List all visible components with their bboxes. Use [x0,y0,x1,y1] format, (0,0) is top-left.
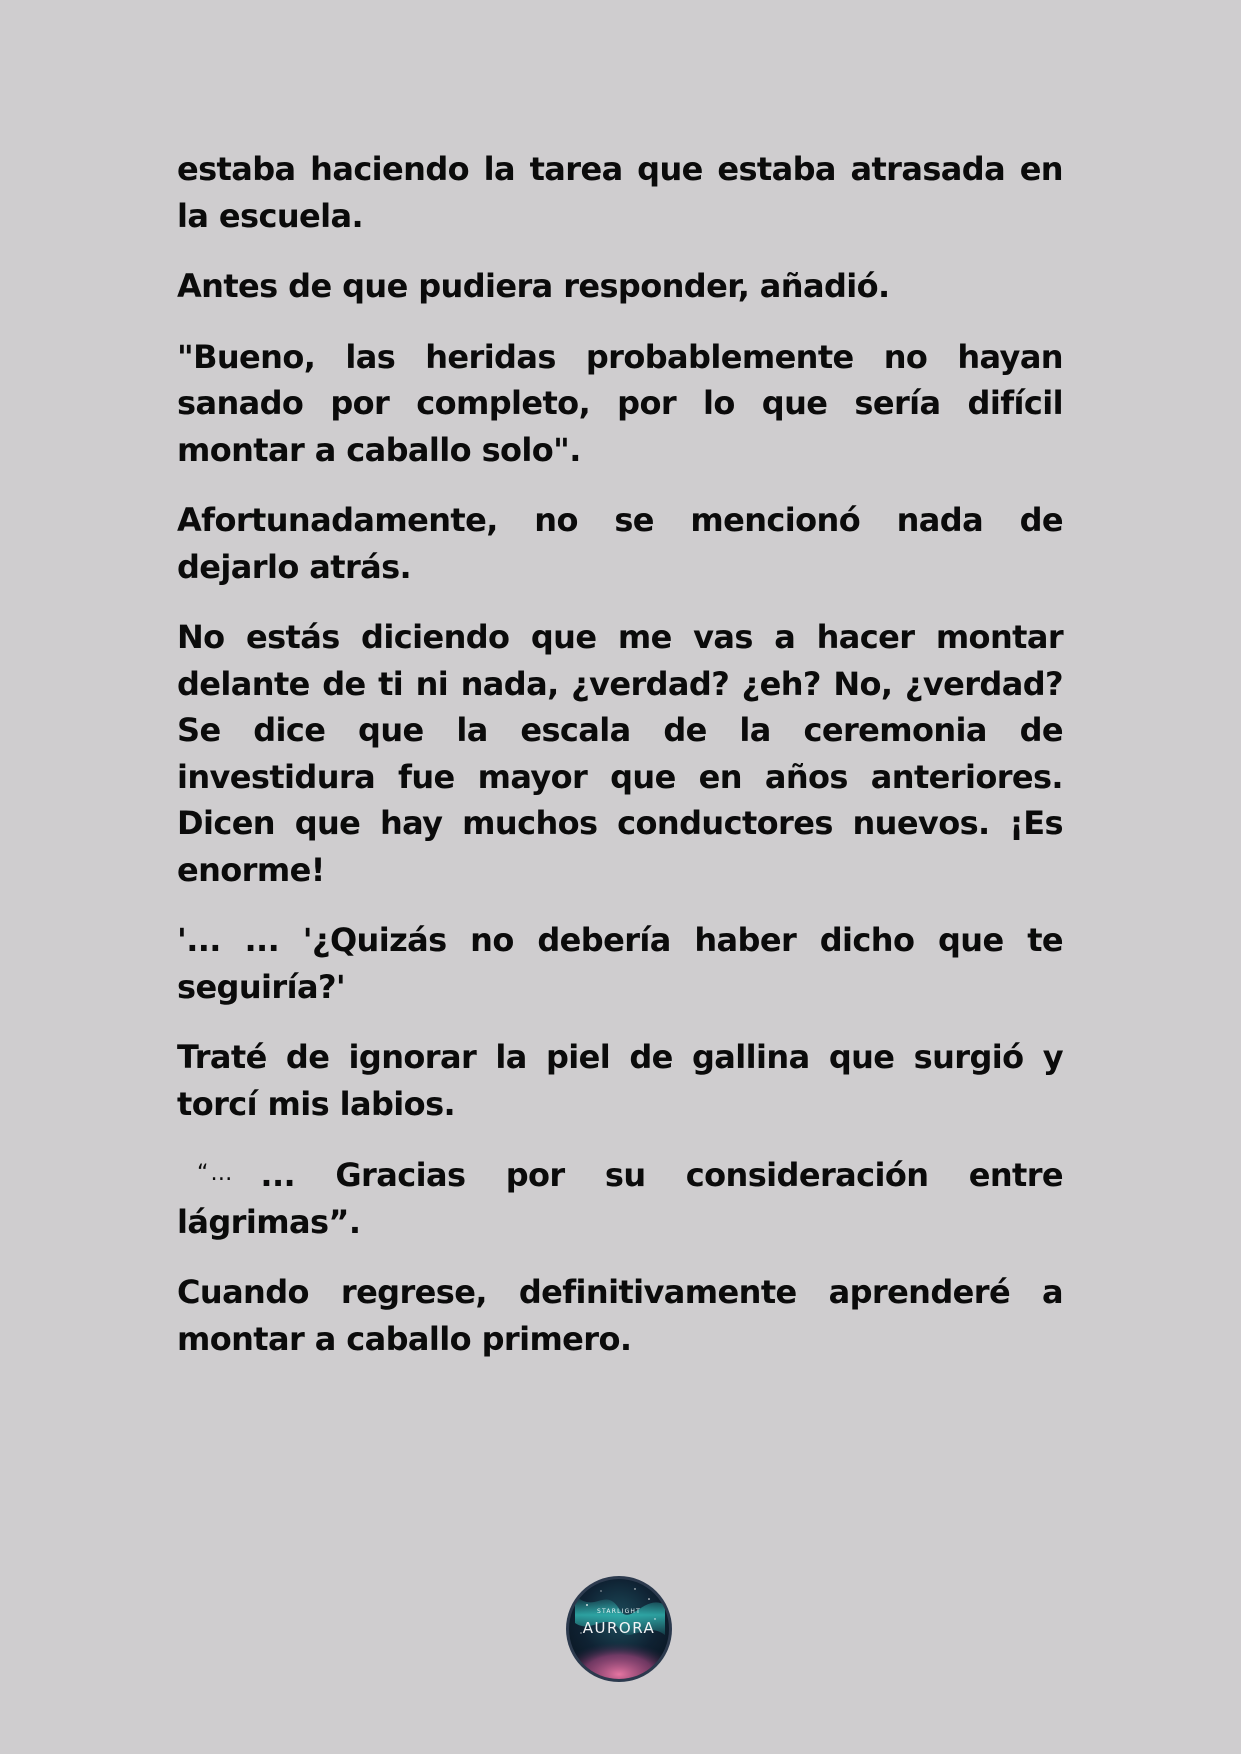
quote-paragraph [177,1151,1063,1245]
paragraph: '... ... '¿Quizás no debería haber dicho que te seguiría?' [177,921,1063,1006]
opening-quote-mark: “… [197,1161,235,1186]
quote-text: ... Gracias por su consideración entre lágrimas”. [177,1156,1063,1241]
logo-top-text: STARLIGHT [596,1608,642,1615]
paragraph: Cuando regrese, definitivamente aprenderé a montar a caballo primero. [177,1273,1063,1358]
paragraph: "Bueno, las heridas probablemente no hayan sanado por completo, por lo que sería difícil montar a caballo solo". [177,337,1063,469]
paragraph: Afortunadamente, no se mencionó nada de dejarlo atrás. [177,501,1063,586]
logo-main-text: AURORA [582,1619,656,1637]
paragraph: Traté de ignorar la piel de gallina que surgió y torcí mis labios. [177,1038,1063,1123]
paragraph: No estás diciendo que me vas a hacer montar delante de ti ni nada, ¿verdad? ¿eh? No, ¿verdad? Se dice que la escala de la ceremonia de investidura fue mayor que en años anteriores. Dicen que hay muchos conductores nuevos. ¡Es enorme! [177,618,1063,889]
document-body [177,146,1063,1386]
paragraph: estaba haciendo la tarea que estaba atrasada en la escuela. [177,150,1063,235]
paragraph: Antes de que pudiera responder, añadió. [177,267,890,305]
starlight-aurora-logo [565,1575,673,1683]
